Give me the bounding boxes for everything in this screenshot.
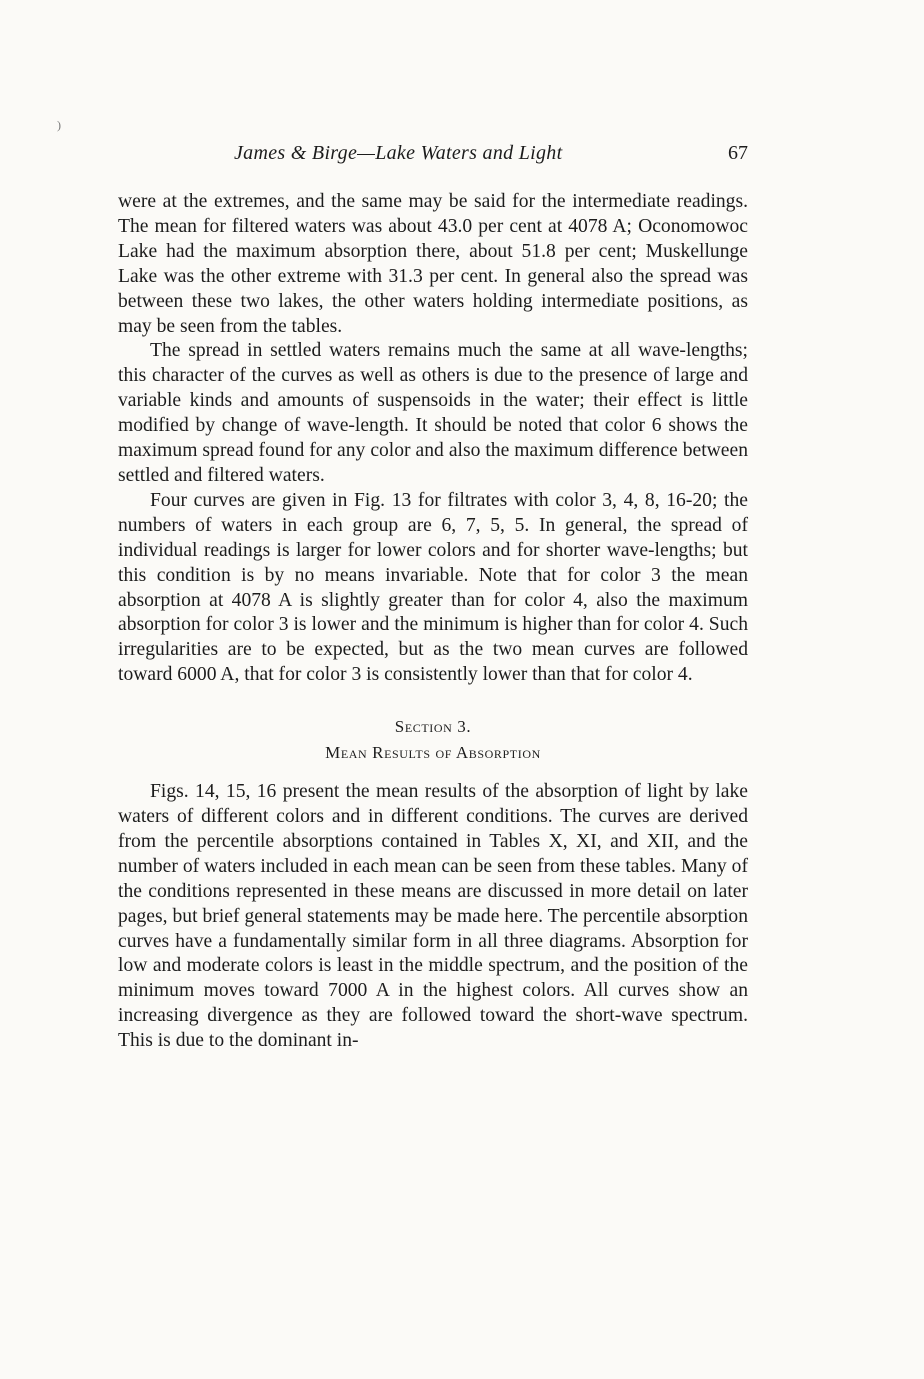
paragraph-settled-waters: The spread in settled waters remains much the same at all wave-lengths; this character of the curves as well as others is due to the presence of large and variable kinds and amounts of suspensoids in the water; their effect is little modified by change of wave-length. It should be noted that color 6 shows the maximum spread found for any color and also the maximum difference between settled and filtered waters. — [118, 340, 748, 486]
paragraph-fig-13: Four curves are given in Fig. 13 for filtrates with color 3, 4, 8, 16-20; the numbers of waters in each group are 6, 7, 5, 5. In general, the spread of individual readings is larger for lower colors and for shorter wave-lengths; but this condition is by no means invariable. Note that for color 3 the mean absorption at 4078 A is slightly greater than for color 4, also the maximum absorption for color 3 is lower and the minimum is higher than for color 4. Such irregularities are to be expected, but as the two mean curves are followed toward 6000 A, that for color 3 is consistently lower than that for color 4. — [118, 489, 748, 686]
body-text — [118, 190, 748, 1054]
section-title: Mean Results of Absorption — [325, 743, 541, 763]
margin-mark: ) — [57, 118, 61, 132]
running-head: James & Birge—Lake Waters and Light — [234, 142, 563, 164]
section-number: Section 3. — [394, 717, 472, 737]
paragraph-continued: were at the extremes, and the same may be said for the intermediate readings. The mean for filtered waters was about 43.0 per cent at 4078 A; Oconomowoc Lake had the maximum absorption there, about 51.8 per cent; Muskellunge Lake was the other extreme with 31.3 per cent. In general also the spread was between these two lakes, the other waters holding intermediate positions, as may be seen from the tables. — [118, 191, 748, 337]
paragraph-mean-results: Figs. 14, 15, 16 present the mean results of the absorption of light by lake waters of different colors and in different conditions. The curves are derived from the percentile absorptions contained in Tables X, XI, and XII, and the number of waters included in each mean can be seen from these tables. Many of the conditions represented in these means are discussed in more detail on later pages, but brief general statements may be made here. The percentile absorption curves have a fundamentally similar form in all three diagrams. Absorption for low and moderate colors is least in the middle spectrum, and the position of the minimum moves toward 7000 A in the highest colors. All curves show an increasing divergence as they are followed toward the short-wave spectrum. This is due to the dominant in- — [118, 781, 748, 1052]
page-header — [118, 142, 748, 170]
page-number: 67 — [728, 142, 748, 164]
